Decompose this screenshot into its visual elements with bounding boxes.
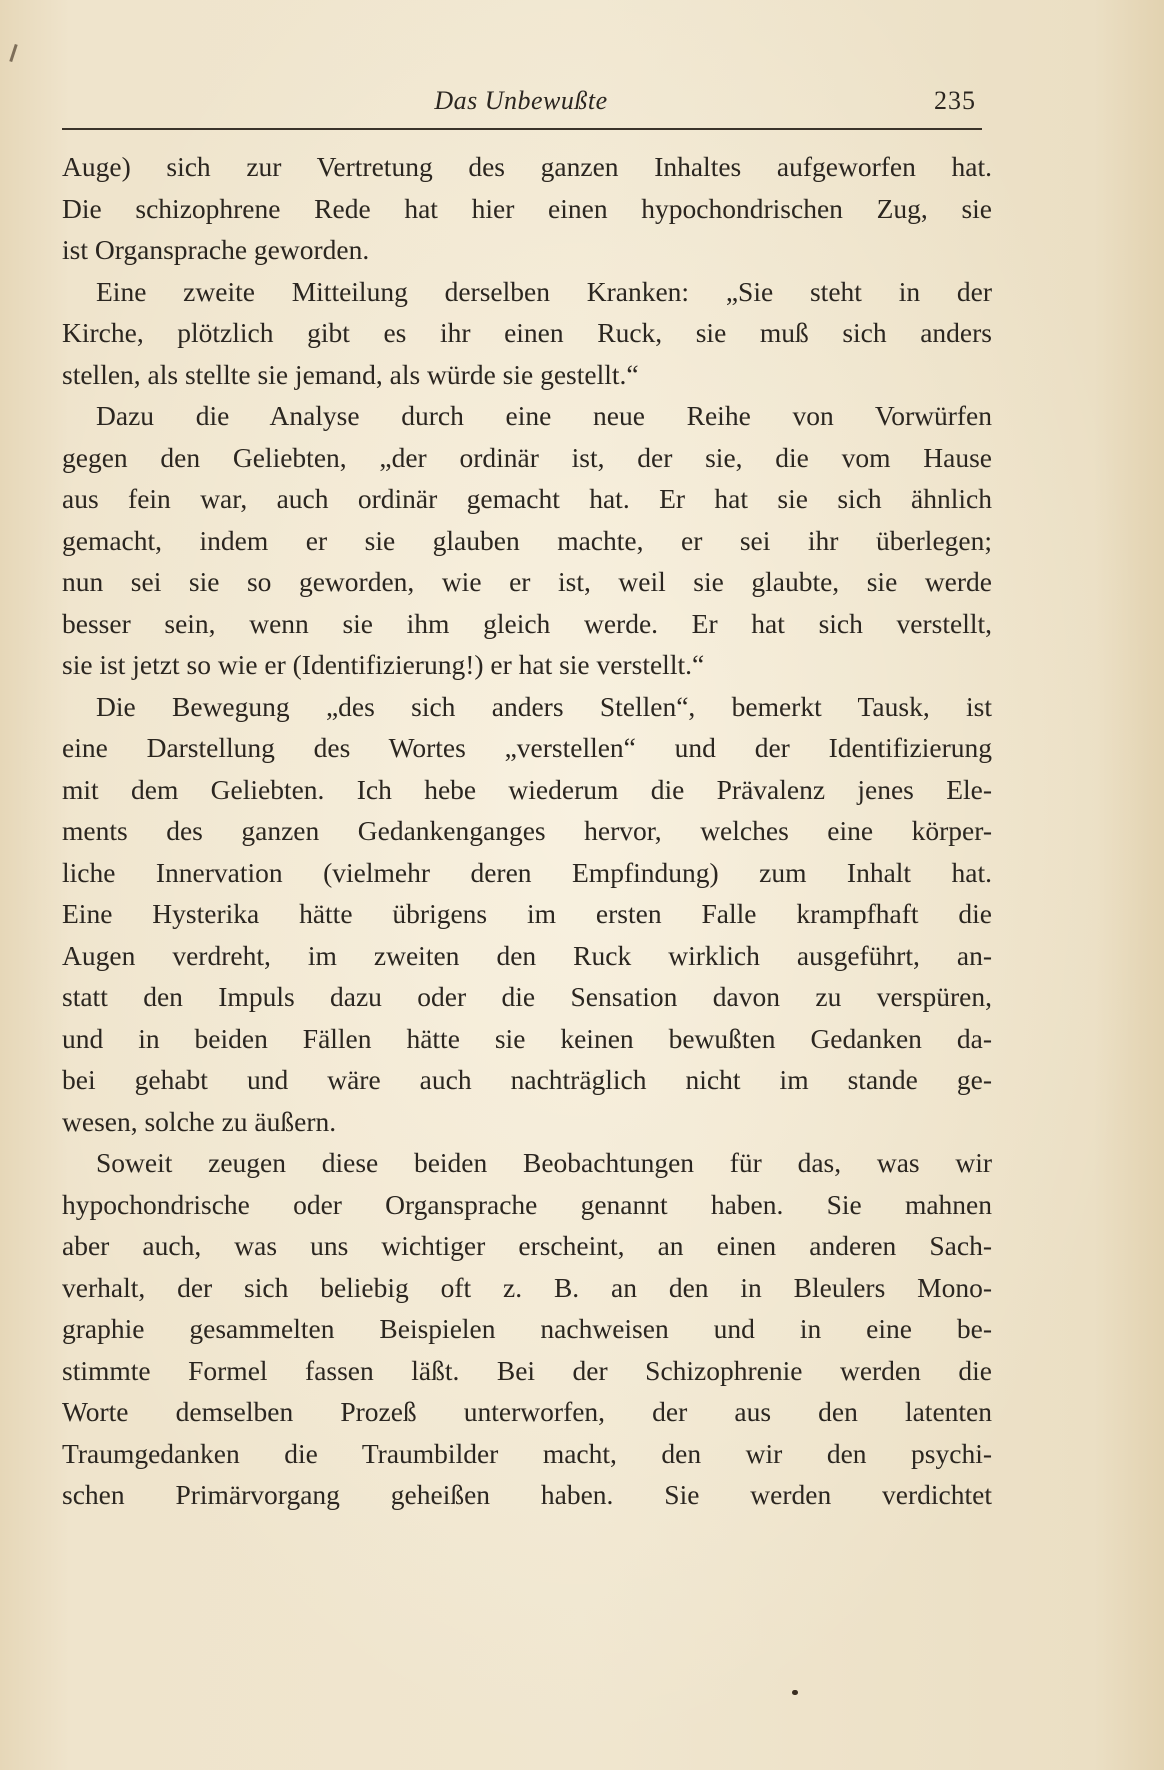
text-line: stimmte Formel fassen läßt. Bei der Schizophrenie werden die xyxy=(62,1354,992,1386)
text-line: sie ist jetzt so wie er (Identifizierung!) er hat sie verstellt.“ xyxy=(62,649,705,680)
text-line: mit dem Geliebten. Ich hebe wiederum die Prävalenz jenes Ele- xyxy=(62,773,992,805)
text-line: Die schizophrene Rede hat hier einen hypochondrischen Zug, sie xyxy=(62,192,992,224)
body-text xyxy=(62,146,992,1516)
text-line: Soweit zeugen diese beiden Beobachtungen für das, was wir xyxy=(96,1147,992,1178)
text-line: verhalt, der sich beliebig oft z. B. an den in Bleulers Mono- xyxy=(62,1271,992,1303)
text-line: Kirche, plötzlich gibt es ihr einen Ruck, sie muß sich anders xyxy=(62,317,992,348)
text-line: bei gehabt und wäre auch nachträglich nicht im stande ge- xyxy=(62,1064,992,1095)
text-line: graphie gesammelten Beispielen nachweisen und in eine be- xyxy=(62,1313,992,1344)
margin-mark xyxy=(9,44,17,62)
text-line: eine Darstellung des Wortes „verstellen“ und der Identifizierung xyxy=(62,732,992,763)
text-line: gegen den Geliebten, „der ordinär ist, der sie, die vom Hause xyxy=(62,441,992,473)
text-line: ist Organsprache geworden. xyxy=(62,234,370,265)
page-header xyxy=(62,86,980,126)
text-line: stellen, als stellte sie jemand, als würde sie gestellt.“ xyxy=(62,358,639,390)
text-line: ments des ganzen Gedankenganges hervor, welches eine körper- xyxy=(62,815,992,846)
text-line: wesen, solche zu äußern. xyxy=(62,1105,337,1137)
text-line: Auge) sich zur Vertretung des ganzen Inhaltes aufgeworfen hat. xyxy=(62,151,992,182)
text-line: Die Bewegung „des sich anders Stellen“, bemerkt Tausk, ist xyxy=(96,690,992,722)
running-title: Das Unbewußte xyxy=(434,86,608,115)
ink-speck xyxy=(792,1690,798,1695)
text-line: aber auch, was uns wichtiger erscheint, an einen anderen Sach- xyxy=(62,1230,992,1261)
page-number: 235 xyxy=(934,86,976,115)
text-line: liche Innervation (vielmehr deren Empfindung) zum Inhalt hat. xyxy=(62,856,992,888)
text-line: hypochondrische oder Organsprache genannt haben. Sie mahnen xyxy=(62,1188,992,1220)
text-line: nun sei sie so geworden, wie er ist, weil sie glaubte, sie werde xyxy=(62,566,992,597)
text-line: aus fein war, auch ordinär gemacht hat. Er hat sie sich ähnlich xyxy=(62,483,992,514)
text-line: Worte demselben Prozeß unterworfen, der aus den latenten xyxy=(62,1396,992,1427)
header-rule xyxy=(62,128,982,130)
text-line: schen Primärvorgang geheißen haben. Sie werden verdichtet xyxy=(62,1479,992,1510)
text-line: Eine Hysterika hätte übrigens im ersten Falle krampfhaft die xyxy=(62,898,992,929)
text-line: Traumgedanken die Traumbilder macht, den wir den psychi- xyxy=(62,1437,992,1469)
text-line: Eine zweite Mitteilung derselben Kranken: „Sie steht in der xyxy=(96,275,992,307)
text-line: gemacht, indem er sie glauben machte, er sei ihr überlegen; xyxy=(62,524,992,556)
text-line: Augen verdreht, im zweiten den Ruck wirklich ausgeführt, an- xyxy=(62,939,992,971)
text-line: statt den Impuls dazu oder die Sensation davon zu verspüren, xyxy=(62,981,992,1012)
text-line: Dazu die Analyse durch eine neue Reihe von Vorwürfen xyxy=(96,400,992,431)
text-line: und in beiden Fällen hätte sie keinen bewußten Gedanken da- xyxy=(62,1022,992,1054)
text-line: besser sein, wenn sie ihm gleich werde. Er hat sich verstellt, xyxy=(62,607,992,639)
